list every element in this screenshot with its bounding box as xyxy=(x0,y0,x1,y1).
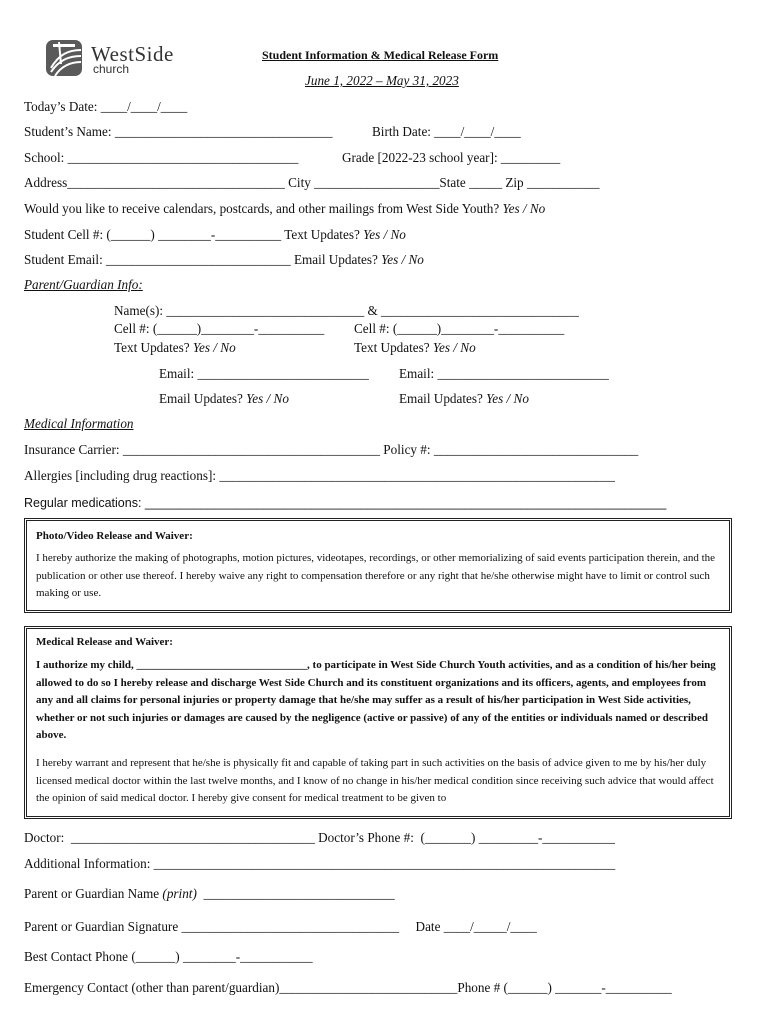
parent2-email-updates xyxy=(399,391,529,407)
mailings-question-label: Would you like to receive calendars, postcards, and other mailings from West Side Youth? xyxy=(24,201,503,216)
parent1-email-updates xyxy=(159,391,289,407)
mailings-yes-no[interactable]: Yes / No xyxy=(502,201,546,216)
medical-release-box xyxy=(24,626,732,819)
guardian-signature-field[interactable]: Parent or Guardian Signature _________________________________ Date ____/_____/____ xyxy=(24,919,537,934)
photo-release-box xyxy=(24,518,732,613)
parent1-cell-field[interactable]: Cell #: (______)________-__________ xyxy=(114,321,325,336)
todays-date-field[interactable]: Today’s Date: ____/____/____ xyxy=(24,99,188,114)
emergency-contact-field[interactable]: Emergency Contact (other than parent/guardian)___________________________Phone # (______) _______-__________ xyxy=(24,980,672,995)
text-updates-label: Text Updates? xyxy=(284,227,364,242)
student-cell-row xyxy=(24,227,406,243)
email-updates-yes-no[interactable]: Yes / No xyxy=(381,252,424,267)
parent1-text-updates-label: Text Updates? xyxy=(114,340,193,355)
additional-info-field[interactable]: Additional Information: ______________________________________________________________________ xyxy=(24,856,616,871)
guardian-name-field[interactable]: _____________________________ xyxy=(196,886,395,901)
parent2-text-updates xyxy=(354,340,476,356)
guardian-name-label: Parent or Guardian Name xyxy=(24,886,163,901)
insurance-policy-field[interactable]: Insurance Carrier: _______________________________________ Policy #: _______________________________ xyxy=(24,442,639,457)
allergies-field[interactable]: Allergies [including drug reactions]: ____________________________________________________________ xyxy=(24,468,615,483)
guardian-name-print-label: (print) xyxy=(162,886,197,901)
parent2-cell-field[interactable]: Cell #: (______)________-__________ xyxy=(354,321,565,336)
student-name-field[interactable]: Student’s Name: _________________________________ xyxy=(24,124,333,139)
logo-brand-line1: WestSide xyxy=(91,42,174,66)
parent2-text-updates-label: Text Updates? xyxy=(354,340,433,355)
parent1-email-yes-no[interactable]: Yes / No xyxy=(246,391,289,406)
text-updates-yes-no[interactable]: Yes / No xyxy=(363,227,406,242)
best-contact-phone-field[interactable]: Best Contact Phone (______) ________-___________ xyxy=(24,949,313,964)
parent1-email-field[interactable]: Email: __________________________ xyxy=(159,366,369,381)
parent2-email-field[interactable]: Email: __________________________ xyxy=(399,366,609,381)
parent1-email-updates-label: Email Updates? xyxy=(159,391,247,406)
medical-release-warranty-text: I hereby warrant and represent that he/she is physically fit and capable of taking part in such activities on the basis of advice given to me by his/her duly licensed medical doctor within the last twelve months, and I know of no change in his/her medical condition since receiving such advice that would affect the opinion of said medical doctor. I hereby give consent for medical treatment to be given to xyxy=(36,757,714,804)
photo-release-body: I hereby authorize the making of photographs, motion pictures, videotapes, recordings, or other memorializing of said events participation therein, and the publication or other use thereof. I hereby waive any right to compensation therefore or any right that he/she otherwise might have to limit or control such making or use. xyxy=(36,552,716,599)
medical-information-heading: Medical Information xyxy=(24,416,134,431)
west-side-church-logo xyxy=(45,38,195,80)
parent2-text-yes-no[interactable]: Yes / No xyxy=(432,340,476,355)
parent2-email-updates-label: Email Updates? xyxy=(399,391,487,406)
student-email-row xyxy=(24,252,424,268)
school-field[interactable]: School: ___________________________________ xyxy=(24,150,299,165)
doctor-field[interactable]: Doctor: _____________________________________ Doctor’s Phone #: (_______) _________-___________ xyxy=(24,830,615,845)
medical-release-title: Medical Release and Waiver: xyxy=(36,636,173,648)
form-title: Student Information & Medical Release Form xyxy=(262,48,499,62)
address-field[interactable]: Address_________________________________ City ___________________State _____ Zip ___________ xyxy=(24,175,600,190)
guardian-name-row xyxy=(24,886,395,902)
parent-names-field[interactable]: Name(s): ______________________________ & ______________________________ xyxy=(114,303,579,318)
birth-date-field[interactable]: Birth Date: ____/____/____ xyxy=(372,124,521,139)
grade-field[interactable]: Grade [2022-23 school year]: _________ xyxy=(342,150,561,165)
student-cell-field[interactable]: Student Cell #: (______) ________-__________ xyxy=(24,227,285,242)
mailings-question xyxy=(24,201,545,217)
parent1-text-updates xyxy=(114,340,236,356)
logo-mark-icon xyxy=(45,38,85,78)
parent-guardian-heading: Parent/Guardian Info: xyxy=(24,277,143,292)
medical-release-waiver-text: I authorize my child, _______________________________, to participate in West Side Church Youth activities, and as a condition of his/her being allowed to do so I hereby release and discharge West Side Church and its constituent organizations and its officers, agents, and employees from any and all claims for personal injuries or property damage that he/she may suffer as a result of his/her participation in West Side activities, whether or not such injuries or damages are caused by the negligence (active or passive) of any of the entities or individuals named or described above. xyxy=(36,659,716,741)
form-date-range: June 1, 2022 – May 31, 2023 xyxy=(305,73,459,88)
student-email-field[interactable]: Student Email: ____________________________ xyxy=(24,252,294,267)
logo-brand-line2: church xyxy=(93,62,130,76)
parent1-text-yes-no[interactable]: Yes / No xyxy=(192,340,236,355)
medications-field[interactable]: Regular medications: ___________________________________________________________________________ xyxy=(24,496,667,510)
parent2-email-yes-no[interactable]: Yes / No xyxy=(486,391,529,406)
photo-release-title: Photo/Video Release and Waiver: xyxy=(36,530,193,542)
email-updates-label: Email Updates? xyxy=(293,252,382,267)
